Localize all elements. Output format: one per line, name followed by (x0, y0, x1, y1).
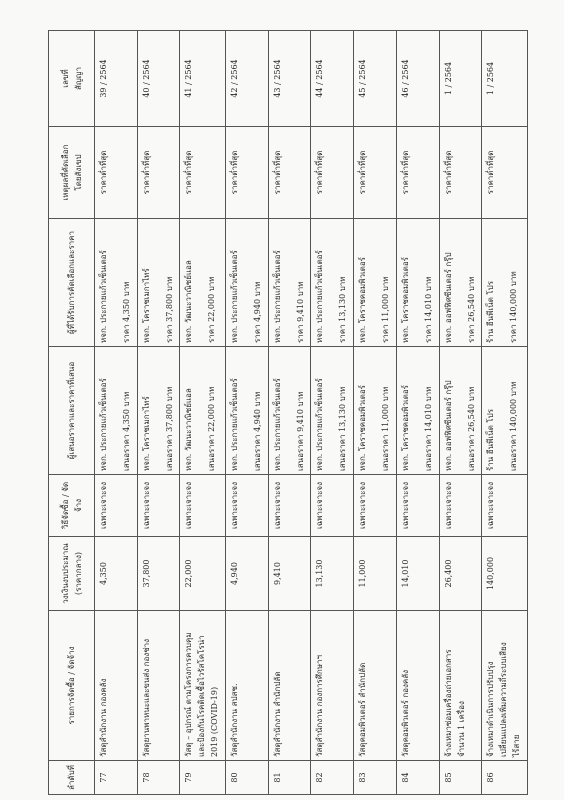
procurement-table (48, 30, 528, 795)
table-row (180, 31, 226, 795)
bidder-price: เสนอราคา 9,410 บาท (295, 391, 305, 471)
cell-item (95, 611, 138, 761)
winner-price: ราคา 9,410 บาท (295, 281, 305, 343)
cell-reason: ราคาต่ำที่สุด (268, 127, 311, 219)
table-row (354, 31, 397, 795)
header-budget-line1: วงเงินงบประมาณ (60, 543, 70, 604)
bidder-price: เสนอราคา 22,000 บาท (207, 386, 217, 471)
cell-method: เฉพาะเจาะจง (482, 475, 528, 537)
winner-price: ราคา 11,000 บาท (381, 276, 391, 343)
cell-contract: 40 / 2564 (137, 31, 180, 127)
cell-winner (226, 219, 269, 347)
table-row (396, 31, 439, 795)
cell-reason: ราคาต่ำที่สุด (95, 127, 138, 219)
cell-reason: ราคาต่ำที่สุด (396, 127, 439, 219)
cell-method: เฉพาะเจาะจง (439, 475, 482, 537)
bidder-name: หจก. ออฟฟิศซีนเตอร์ กรุ๊ป (443, 380, 453, 471)
cell-bidders (439, 347, 482, 475)
cell-bidders (482, 347, 528, 475)
cell-item (226, 611, 269, 761)
item-line: ไร้สาย (512, 734, 522, 757)
cell-no: 79 (180, 761, 226, 795)
bidder-name: หจก. โคราชคอมพิวเตอร์ (400, 385, 410, 471)
cell-reason: ราคาต่ำที่สุด (311, 127, 354, 219)
cell-budget: 22,000 (180, 537, 226, 611)
item-line: วัสดุคอมพิวเตอร์ สำนักปลัด (358, 662, 368, 757)
cell-item (137, 611, 180, 761)
winner-price: ราคา 4,350 บาท (122, 281, 131, 343)
cell-reason: ราคาต่ำที่สุด (439, 127, 482, 219)
winner-name: หจก. ประกายแก้วเซ็นเตอร์ (272, 250, 282, 343)
bidder-price: เสนอราคา 140,000 บาท (509, 381, 519, 471)
cell-item (311, 611, 354, 761)
item-line: เปลี่ยนแปลงเพิ่มความถี่ระบบเสียง (499, 642, 509, 757)
cell-item (482, 611, 528, 761)
table-row (268, 31, 311, 795)
rotated-table-container (48, 31, 528, 795)
cell-bidders (354, 347, 397, 475)
header-reason-line2: โดยสังเขป (73, 154, 83, 191)
bidder-price: เสนอราคา 13,130 บาท (338, 386, 348, 471)
table-row (482, 31, 528, 795)
cell-bidders (95, 347, 138, 475)
cell-winner (311, 219, 354, 347)
cell-method: เฉพาะเจาะจง (226, 475, 269, 537)
bidder-name: หจก. ประกายแก้วเซ็นเตอร์ (230, 378, 240, 471)
table-header-row (49, 31, 95, 795)
cell-bidders (311, 347, 354, 475)
cell-winner (180, 219, 226, 347)
cell-method: เฉพาะเจาะจง (311, 475, 354, 537)
cell-budget: 9,410 (268, 537, 311, 611)
header-reason-line1: เหตุผลที่คัดเลือก (60, 144, 70, 201)
cell-winner (396, 219, 439, 347)
cell-no: 83 (354, 761, 397, 795)
bidder-price: เสนอราคา 37,800 บาท (164, 386, 174, 471)
winner-price: ราคา 37,800 บาท (164, 276, 174, 343)
item-line: วัสดุสำนักงาน สปสช. (230, 683, 240, 757)
cell-budget: 14,010 (396, 537, 439, 611)
winner-price: ราคา 22,000 บาท (207, 276, 217, 343)
item-line: วัสดุสำนักงาน กองคลัง (99, 678, 108, 757)
item-line: วัสดุสำนักงาน สำนักปลัด (272, 671, 282, 757)
header-no: ลำดับที่ (49, 761, 95, 795)
table-body (95, 31, 528, 795)
cell-method: เฉพาะเจาะจง (180, 475, 226, 537)
cell-no: 81 (268, 761, 311, 795)
winner-price: ราคา 140,000 บาท (509, 271, 519, 343)
cell-contract: 46 / 2564 (396, 31, 439, 127)
item-line: และป้องกันโรคติดเชื้อไวรัสโคโรน่า (197, 635, 207, 757)
cell-budget: 13,130 (311, 537, 354, 611)
cell-item (396, 611, 439, 761)
cell-contract: 41 / 2564 (180, 31, 226, 127)
cell-winner (482, 219, 528, 347)
item-line: วัสดุสำนักงาน กองการศึกษาฯ (315, 654, 325, 757)
winner-name: ร้าน ฮีนพีเน็ต โปร (486, 280, 496, 343)
cell-winner (268, 219, 311, 347)
cell-budget: 4,940 (226, 537, 269, 611)
item-line: 2019 (COVID-19) (210, 686, 220, 757)
winner-name: หจก. ประกายแก้วเซ็นเตอร์ (99, 250, 108, 343)
bidder-name: ร้าน ฮีนพีเน็ต โปร (486, 408, 496, 471)
table-row (226, 31, 269, 795)
bidder-price: เสนอราคา 14,010 บาท (423, 386, 433, 471)
cell-bidders (137, 347, 180, 475)
cell-method: เฉพาะเจาะจง (137, 475, 180, 537)
bidder-name: หจก. โคราชคอมพิวเตอร์ (358, 385, 368, 471)
cell-no: 86 (482, 761, 528, 795)
cell-contract: 39 / 2564 (95, 31, 138, 127)
cell-no: 85 (439, 761, 482, 795)
item-line: จำนวน 1 เครื่อง (456, 701, 466, 757)
cell-item (439, 611, 482, 761)
header-winner: ผู้ที่ได้รับการคัดเลือกและราคา (49, 219, 95, 347)
cell-budget: 11,000 (354, 537, 397, 611)
bidder-price: เสนอราคา 4,940 บาท (253, 391, 263, 471)
cell-budget: 4,350 (95, 537, 138, 611)
item-line: วัสดุคอมพิวเตอร์ กองคลัง (400, 669, 410, 757)
winner-price: ราคา 26,540 บาท (466, 276, 476, 343)
bidder-price: เสนอราคา 4,350 บาท (122, 391, 131, 471)
cell-reason: ราคาต่ำที่สุด (180, 127, 226, 219)
cell-contract: 44 / 2564 (311, 31, 354, 127)
item-line: วัสดุยานพาหนะและขนส่ง กองช่าง (141, 638, 151, 757)
winner-name: หจก. โคราชคอมพิวเตอร์ (400, 257, 410, 343)
cell-no: 80 (226, 761, 269, 795)
header-method: วิธีจัดซื้อ / จัดจ้าง (49, 475, 95, 537)
cell-item (268, 611, 311, 761)
cell-contract: 1 / 2564 (439, 31, 482, 127)
table-row (95, 31, 138, 795)
cell-no: 77 (95, 761, 138, 795)
cell-reason: ราคาต่ำที่สุด (226, 127, 269, 219)
cell-no: 82 (311, 761, 354, 795)
table-row (311, 31, 354, 795)
cell-item (354, 611, 397, 761)
bidder-name: หจก. ประกายแก้วเซ็นเตอร์ (99, 378, 108, 471)
cell-winner (137, 219, 180, 347)
header-contract (49, 31, 95, 127)
header-contract-line2: สัญญา (73, 67, 83, 91)
cell-budget: 140,000 (482, 537, 528, 611)
winner-price: ราคา 14,010 บาท (423, 276, 433, 343)
header-budget-line2: (ราคากลาง) (73, 551, 83, 596)
cell-budget: 26,400 (439, 537, 482, 611)
winner-price: ราคา 4,940 บาท (253, 281, 263, 343)
winner-name: หจก. โคราชคอมพิวเตอร์ (358, 257, 368, 343)
bidder-name: หจก. วัฒนะวาณิชย์แอล (184, 388, 194, 471)
winner-name: หจก. โคราชเมกาไทร์ (141, 268, 151, 343)
cell-bidders (396, 347, 439, 475)
cell-winner (439, 219, 482, 347)
item-line: จ้างเหมาดำเนินการปรับปรุง (486, 661, 496, 757)
cell-method: เฉพาะเจาะจง (396, 475, 439, 537)
header-contract-line1: เลขที่ (60, 69, 70, 88)
header-budget (49, 537, 95, 611)
cell-no: 84 (396, 761, 439, 795)
header-bidders: ผู้เสนอราคาและราคาที่เสนอ (49, 347, 95, 475)
winner-name: หจก. ประกายแก้วเซ็นเตอร์ (230, 250, 240, 343)
cell-contract: 1 / 2564 (482, 31, 528, 127)
bidder-name: หจก. โคราชเมกาไทร์ (141, 396, 151, 471)
bidder-name: หจก. ประกายแก้วเซ็นเตอร์ (272, 378, 282, 471)
table-row (137, 31, 180, 795)
bidder-price: เสนอราคา 26,540 บาท (466, 386, 476, 471)
item-line: จ้างเหมาซ่อมเครื่องถ่ายเอกสาร (443, 649, 453, 757)
bidder-price: เสนอราคา 11,000 บาท (381, 386, 391, 471)
cell-winner (95, 219, 138, 347)
cell-reason: ราคาต่ำที่สุด (354, 127, 397, 219)
cell-method: เฉพาะเจาะจง (354, 475, 397, 537)
cell-bidders (268, 347, 311, 475)
winner-name: หจก. ออฟฟิศซีนเตอร์ กรุ๊ป (443, 252, 453, 343)
item-line: วัสดุ – อุปกรณ์ ตามโครงการควบคุม (184, 632, 194, 757)
winner-name: หจก. ประกายแก้วเซ็นเตอร์ (315, 250, 325, 343)
cell-bidders (226, 347, 269, 475)
cell-budget: 37,800 (137, 537, 180, 611)
cell-item (180, 611, 226, 761)
bidder-name: หจก. ประกายแก้วเซ็นเตอร์ (315, 378, 325, 471)
cell-reason: ราคาต่ำที่สุด (482, 127, 528, 219)
header-item: รายการจัดซื้อ / จัดจ้าง (49, 611, 95, 761)
cell-contract: 43 / 2564 (268, 31, 311, 127)
table-row (439, 31, 482, 795)
header-reason (49, 127, 95, 219)
cell-contract: 42 / 2564 (226, 31, 269, 127)
cell-no: 78 (137, 761, 180, 795)
winner-name: หจก. วัฒนะวาณิชย์แอล (184, 260, 194, 343)
cell-winner (354, 219, 397, 347)
cell-reason: ราคาต่ำที่สุด (137, 127, 180, 219)
cell-method: เฉพาะเจาะจง (95, 475, 138, 537)
winner-price: ราคา 13,130 บาท (338, 276, 348, 343)
cell-contract: 45 / 2564 (354, 31, 397, 127)
cell-bidders (180, 347, 226, 475)
cell-method: เฉพาะเจาะจง (268, 475, 311, 537)
